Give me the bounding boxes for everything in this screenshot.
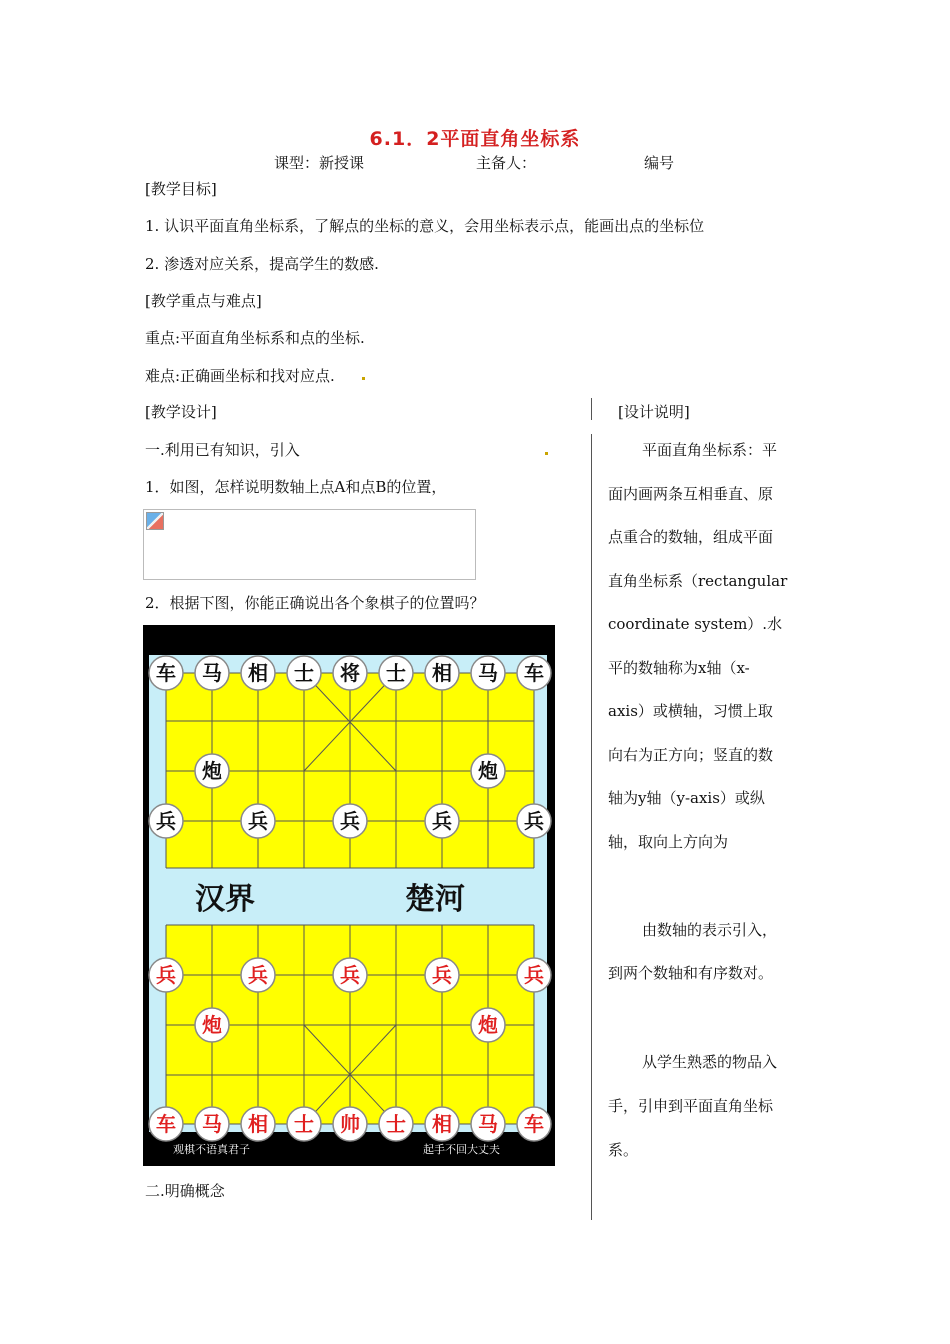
svg-text:兵: 兵 bbox=[248, 809, 268, 833]
note-line: 直角坐标系（rectangular bbox=[608, 571, 788, 590]
note-line: axis）或横轴，习惯上取 bbox=[608, 702, 773, 720]
river-right-text: 楚河 bbox=[405, 882, 465, 917]
note-line: 手，引申到平面直角坐标 bbox=[608, 1097, 774, 1115]
svg-text:兵: 兵 bbox=[524, 809, 544, 833]
caption-right: 起手不回大丈夫 bbox=[423, 1143, 500, 1156]
chess-piece-red bbox=[149, 958, 183, 992]
question-1: 1．如图，怎样说明数轴上点A和点B的位置， bbox=[145, 478, 447, 496]
river-left-text: 汉界 bbox=[195, 882, 255, 917]
note-line: 向右为正方向；竖直的数 bbox=[608, 745, 774, 764]
svg-text:士: 士 bbox=[294, 1112, 314, 1136]
chess-piece-red bbox=[471, 1107, 505, 1141]
note-line: 由数轴的表示引入， bbox=[642, 921, 778, 939]
note-line: 系。 bbox=[608, 1141, 639, 1159]
chess-piece-red bbox=[333, 958, 367, 992]
svg-text:士: 士 bbox=[386, 1112, 406, 1136]
design-heading: [教学设计] bbox=[145, 403, 217, 421]
goal-item-1: 1. 认识平面直角坐标系，了解点的坐标的意义，会用坐标表示点，能画出点的坐标位 bbox=[145, 217, 705, 235]
note-line: 点重合的数轴，组成平面 bbox=[608, 528, 774, 546]
chess-piece-black bbox=[517, 804, 551, 838]
svg-text:兵: 兵 bbox=[156, 963, 176, 987]
svg-text:将: 将 bbox=[340, 661, 360, 685]
note-line: coordinate system）.水 bbox=[608, 615, 783, 633]
goals-heading: [教学目标] bbox=[145, 180, 217, 198]
svg-text:车: 车 bbox=[156, 1112, 176, 1136]
chess-piece-black bbox=[333, 804, 367, 838]
svg-text:马: 马 bbox=[478, 661, 498, 685]
number-line-image bbox=[143, 509, 476, 580]
chess-piece-black bbox=[379, 656, 413, 690]
goal-item-2: 2. 渗透对应关系，提高学生的数感. bbox=[145, 255, 379, 273]
section-concept: 二.明确概念 bbox=[145, 1182, 225, 1200]
svg-text:马: 马 bbox=[202, 1112, 222, 1136]
note-line: 面内画两条互相垂直、原 bbox=[608, 484, 774, 503]
chess-piece-black bbox=[195, 656, 229, 690]
chess-piece-black bbox=[425, 656, 459, 690]
chess-piece-black bbox=[287, 656, 321, 690]
svg-text:兵: 兵 bbox=[432, 809, 452, 833]
column-divider-top bbox=[591, 398, 592, 420]
marker-dot bbox=[545, 452, 548, 455]
section-intro: 一.利用已有知识，引入 bbox=[145, 441, 300, 459]
note-line: 从学生熟悉的物品入 bbox=[642, 1053, 778, 1071]
chess-piece-red bbox=[333, 1107, 367, 1141]
svg-text:车: 车 bbox=[524, 661, 544, 685]
svg-text:士: 士 bbox=[294, 661, 314, 685]
chessboard-image bbox=[143, 625, 555, 1166]
chess-piece-red bbox=[195, 1008, 229, 1042]
chess-piece-red bbox=[149, 1107, 183, 1141]
svg-text:炮: 炮 bbox=[202, 759, 222, 783]
svg-text:车: 车 bbox=[156, 661, 176, 685]
chess-piece-red bbox=[471, 1008, 505, 1042]
chess-piece-red bbox=[195, 1107, 229, 1141]
column-divider bbox=[591, 434, 592, 1220]
svg-text:兵: 兵 bbox=[340, 963, 360, 987]
svg-text:兵: 兵 bbox=[156, 809, 176, 833]
svg-text:兵: 兵 bbox=[340, 809, 360, 833]
svg-text:车: 车 bbox=[524, 1112, 544, 1136]
svg-text:兵: 兵 bbox=[432, 963, 452, 987]
caption-left: 观棋不语真君子 bbox=[173, 1143, 250, 1156]
chess-piece-black bbox=[241, 656, 275, 690]
notes-heading: [设计说明] bbox=[618, 403, 690, 421]
chess-piece-black bbox=[471, 656, 505, 690]
svg-text:相: 相 bbox=[432, 661, 452, 685]
svg-text:兵: 兵 bbox=[524, 963, 544, 987]
marker-dot bbox=[362, 377, 365, 380]
svg-text:炮: 炮 bbox=[202, 1013, 222, 1037]
note-line: 轴，取向上方向为 bbox=[608, 832, 729, 851]
chess-piece-red bbox=[241, 1107, 275, 1141]
svg-text:马: 马 bbox=[202, 661, 222, 685]
doc-number: 编号 bbox=[644, 154, 675, 172]
chess-piece-black bbox=[149, 656, 183, 690]
chess-piece-red bbox=[241, 958, 275, 992]
chess-piece-black bbox=[425, 804, 459, 838]
note-line: 轴为y轴（y-axis）或纵 bbox=[608, 789, 765, 807]
chess-piece-red bbox=[517, 1107, 551, 1141]
chess-piece-red bbox=[517, 958, 551, 992]
difficult-point: 难点:正确画坐标和找对应点. bbox=[145, 367, 335, 385]
chess-piece-black bbox=[333, 656, 367, 690]
broken-image-icon bbox=[146, 512, 164, 530]
svg-text:相: 相 bbox=[432, 1112, 452, 1136]
svg-text:士: 士 bbox=[386, 661, 406, 685]
chess-piece-black bbox=[471, 754, 505, 788]
chess-piece-red bbox=[287, 1107, 321, 1141]
chess-piece-red bbox=[425, 958, 459, 992]
chess-piece-black bbox=[241, 804, 275, 838]
svg-text:炮: 炮 bbox=[478, 759, 498, 783]
chess-piece-red bbox=[425, 1107, 459, 1141]
note-line: 平的数轴称为x轴（x- bbox=[608, 658, 750, 677]
note-line: 到两个数轴和有序数对。 bbox=[608, 964, 774, 982]
svg-text:相: 相 bbox=[248, 661, 268, 685]
svg-text:帅: 帅 bbox=[340, 1112, 360, 1136]
chess-piece-black bbox=[517, 656, 551, 690]
question-2: 2．根据下图，你能正确说出各个象棋子的位置吗？ bbox=[145, 594, 485, 612]
note-line: 平面直角坐标系：平 bbox=[642, 441, 778, 459]
keypoints-heading: [教学重点与难点] bbox=[145, 292, 262, 310]
svg-text:炮: 炮 bbox=[478, 1013, 498, 1037]
key-point: 重点:平面直角坐标系和点的坐标. bbox=[145, 329, 365, 347]
svg-text:相: 相 bbox=[248, 1112, 268, 1136]
chess-piece-black bbox=[149, 804, 183, 838]
preparer: 主备人： bbox=[476, 154, 537, 172]
lesson-type: 课型：新授课 bbox=[274, 154, 365, 172]
chess-piece-black bbox=[195, 754, 229, 788]
svg-text:马: 马 bbox=[478, 1112, 498, 1136]
chess-piece-red bbox=[379, 1107, 413, 1141]
page-title: 6.1．2平面直角坐标系 bbox=[369, 128, 581, 150]
svg-text:兵: 兵 bbox=[248, 963, 268, 987]
